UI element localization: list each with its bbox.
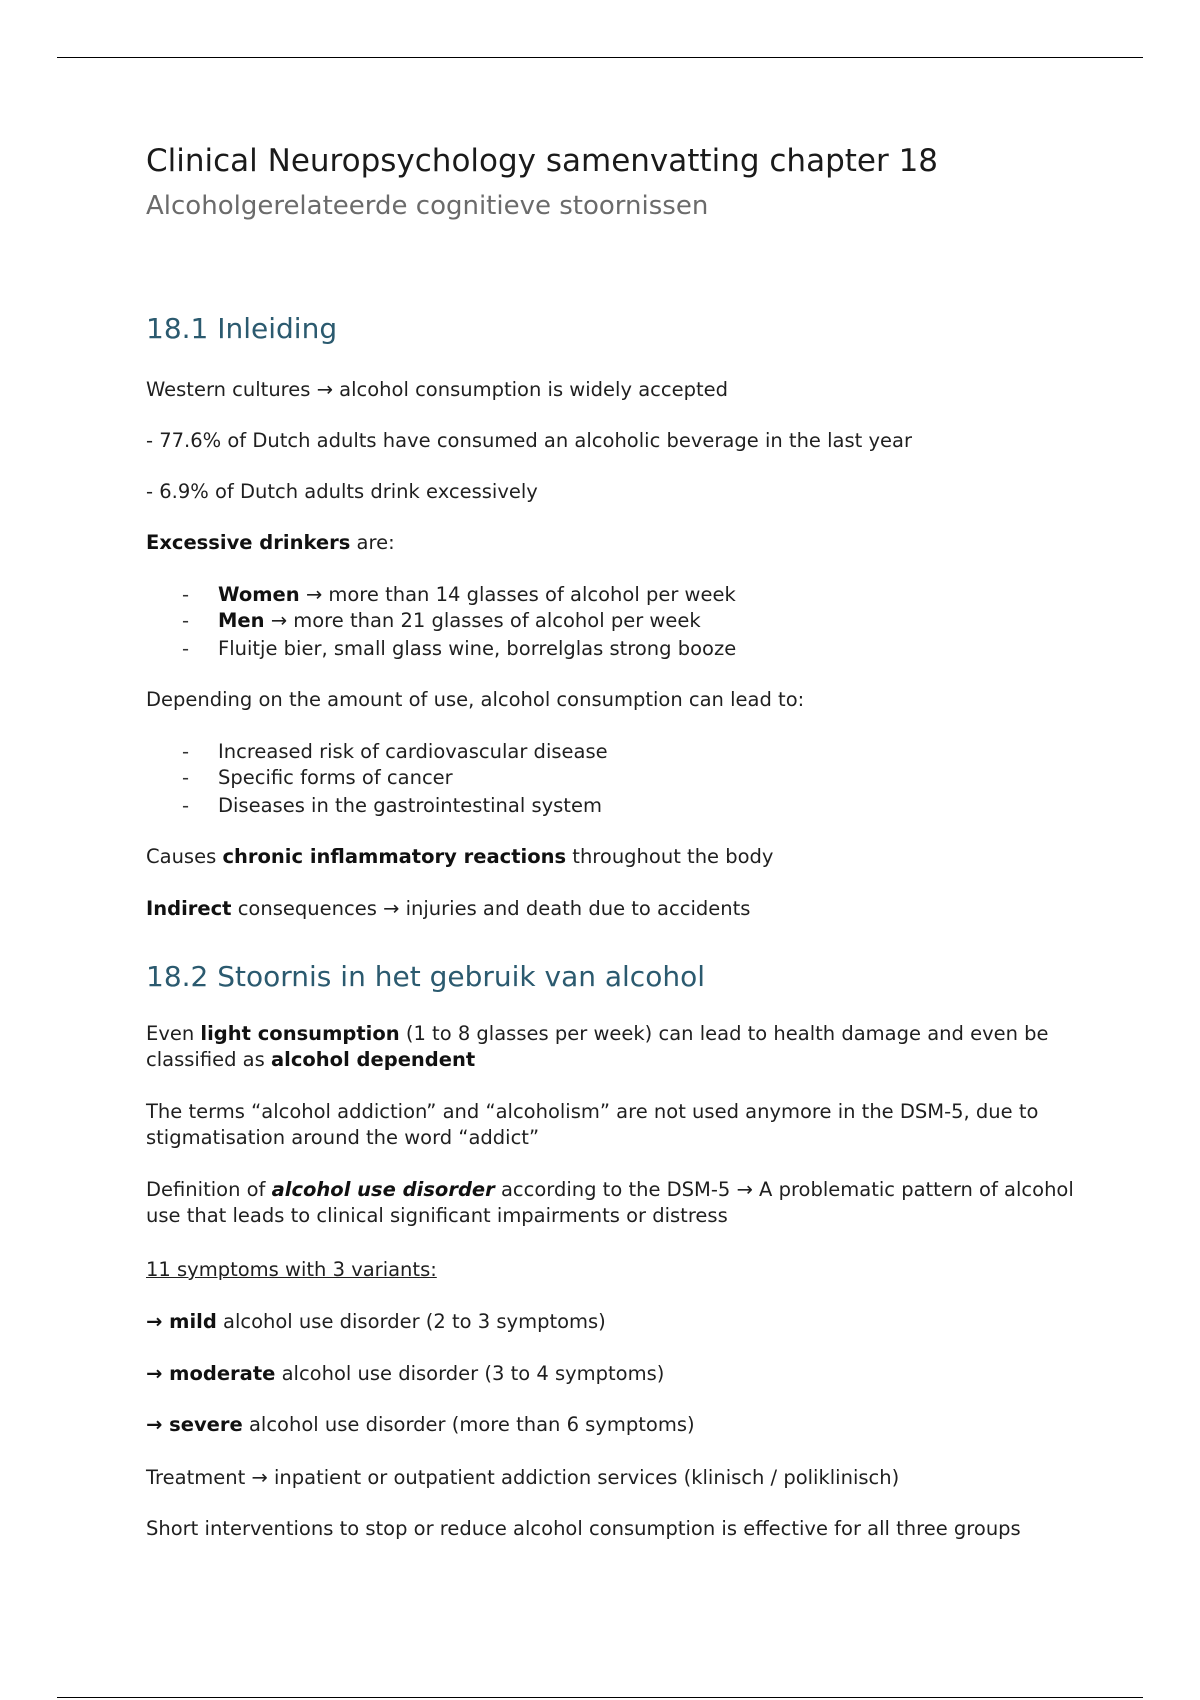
variant-term: severe xyxy=(169,1413,243,1436)
variant-mild xyxy=(146,1309,606,1335)
arrow-icon: → xyxy=(146,1310,170,1333)
arrow-icon: → xyxy=(146,1413,170,1436)
bullet-dash: - xyxy=(182,637,190,660)
causes-term: chronic inflammatory reactions xyxy=(222,845,567,868)
variant-term: mild xyxy=(169,1310,217,1333)
list-item xyxy=(218,608,701,634)
bullet-dash: - xyxy=(182,794,190,817)
variant-moderate xyxy=(146,1361,664,1387)
stat-excessive: - 6.9% of Dutch adults drink excessively xyxy=(146,480,538,503)
bottom-rule xyxy=(57,1697,1143,1698)
excessive-drinkers-rest: are: xyxy=(350,531,395,554)
light-consumption-paragraph xyxy=(146,1021,1076,1073)
short-interventions-paragraph: Short interventions to stop or reduce alcohol consumption is effective for all three groups xyxy=(146,1517,1021,1540)
list-item-text: → more than 21 glasses of alcohol per week xyxy=(264,609,701,632)
definition-paragraph xyxy=(146,1177,1076,1229)
section-heading-18-2: 18.2 Stoornis in het gebruik van alcohol xyxy=(146,960,705,993)
list-item-term: Men xyxy=(218,609,265,632)
stat-consumed: - 77.6% of Dutch adults have consumed an alcoholic beverage in the last year xyxy=(146,429,912,452)
causes-paragraph xyxy=(146,844,773,870)
list-item: Increased risk of cardiovascular disease xyxy=(218,740,608,763)
causes-post: throughout the body xyxy=(566,845,774,868)
symptoms-heading: 11 symptoms with 3 variants: xyxy=(146,1258,437,1281)
list-item xyxy=(218,582,736,608)
top-rule xyxy=(57,57,1143,58)
intro-paragraph: Western cultures → alcohol consumption is widely accepted xyxy=(146,378,728,401)
p3-pre: Definition of xyxy=(146,1178,272,1201)
causes-pre: Causes xyxy=(146,845,223,868)
p1-term-dependent: alcohol dependent xyxy=(271,1048,476,1071)
list-item-term: Women xyxy=(218,583,300,606)
p1-pre: Even xyxy=(146,1022,201,1045)
p1-term-light: light consumption xyxy=(200,1022,400,1045)
list-item: Diseases in the gastrointestinal system xyxy=(218,794,602,817)
arrow-icon: → xyxy=(146,1362,170,1385)
p3-term: alcohol use disorder xyxy=(271,1178,495,1201)
section-heading-18-1: 18.1 Inleiding xyxy=(146,312,338,345)
variant-text: alcohol use disorder (3 to 4 symptoms) xyxy=(275,1362,665,1385)
p1-mid: (1 to 8 glasses per week) can lead to health damage and even be classified as xyxy=(146,1022,1049,1071)
depending-paragraph: Depending on the amount of use, alcohol consumption can lead to: xyxy=(146,688,805,711)
bullet-dash: - xyxy=(182,740,190,763)
excessive-drinkers-term: Excessive drinkers xyxy=(146,531,351,554)
terms-paragraph: The terms “alcohol addiction” and “alcoholism” are not used anymore in the DSM-5, due to stigmatisation around the word “addict” xyxy=(146,1100,1039,1149)
variant-severe xyxy=(146,1412,695,1438)
indirect-term: Indirect xyxy=(146,897,232,920)
indirect-rest: consequences → injuries and death due to accidents xyxy=(231,897,751,920)
variant-text: alcohol use disorder (more than 6 symptoms) xyxy=(242,1413,695,1436)
indirect-paragraph xyxy=(146,896,750,922)
bullet-dash: - xyxy=(182,583,190,606)
list-item-text: Fluitje bier, small glass wine, borrelglas strong booze xyxy=(218,637,737,660)
variant-text: alcohol use disorder (2 to 3 symptoms) xyxy=(216,1310,606,1333)
bullet-dash: - xyxy=(182,766,190,789)
treatment-paragraph: Treatment → inpatient or outpatient addiction services (klinisch / poliklinisch) xyxy=(146,1466,900,1489)
p3-post: according to the DSM-5 → A problematic pattern of alcohol use that leads to clinical significant impairments or distress xyxy=(146,1178,1074,1227)
variant-term: moderate xyxy=(169,1362,276,1385)
list-item: Specific forms of cancer xyxy=(218,766,453,789)
bullet-dash: - xyxy=(182,609,190,632)
list-item-text: → more than 14 glasses of alcohol per week xyxy=(299,583,736,606)
document-title: Clinical Neuropsychology samenvatting chapter 18 xyxy=(146,143,939,179)
excessive-drinkers-intro xyxy=(146,530,395,556)
document-subtitle: Alcoholgerelateerde cognitieve stoornissen xyxy=(146,191,709,221)
list-item xyxy=(218,636,736,662)
